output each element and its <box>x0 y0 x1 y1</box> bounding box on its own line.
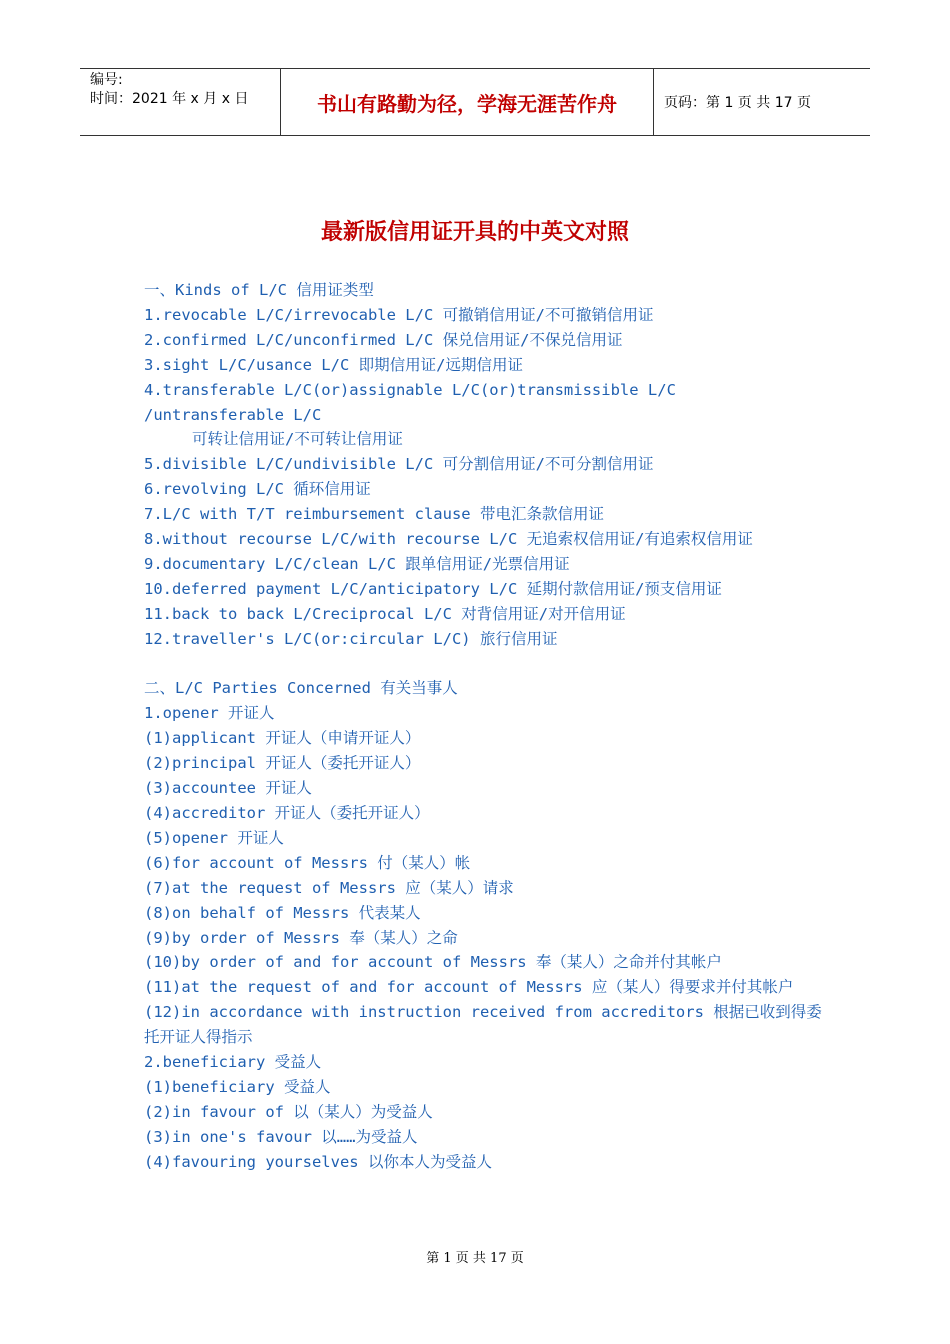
list-item: (7)at the request of Messrs 应（某人）请求 <box>144 878 514 897</box>
list-item: 5.divisible L/C/undivisible L/C 可分割信用证/不可分割信用证 <box>144 455 654 474</box>
list-item: 10.deferred payment L/C/anticipatory L/C 延期付款信用证/预支信用证 <box>144 579 722 598</box>
list-item: (4)accreditor 开证人（委托开证人） <box>144 804 430 823</box>
header-meta <box>80 69 281 135</box>
list-item: 12.traveller's L/C(or:circular L/C) 旅行信用证 <box>144 629 558 648</box>
header-motto: 书山有路勤为径，学海无涯苦作舟 <box>281 69 654 135</box>
list-item: (3)in one's favour 以……为受益人 <box>144 1127 418 1146</box>
section-heading: 二、L/C Parties Concerned 有关当事人 <box>144 679 458 698</box>
page-footer: 第 1 页 共 17 页 <box>426 1251 524 1266</box>
list-item: 8.without recourse L/C/with recourse L/C 无追索权信用证/有追索权信用证 <box>144 530 753 549</box>
list-item-continuation: /untransferable L/C <box>144 405 322 424</box>
list-item: 2.confirmed L/C/unconfirmed L/C 保兑信用证/不保兑信用证 <box>144 330 623 349</box>
section-heading: 一、Kinds of L/C 信用证类型 <box>144 281 374 299</box>
list-item: 1.revocable L/C/irrevocable L/C 可撤销信用证/不可撤销信用证 <box>144 305 654 324</box>
list-item: (1)applicant 开证人（申请开证人） <box>144 729 421 748</box>
list-item: (2)principal 开证人（委托开证人） <box>144 754 421 773</box>
list-item-translation: 可转让信用证/不可转让信用证 <box>192 430 403 449</box>
spacer <box>144 652 824 677</box>
list-item: 4.transferable L/C(or)assignable L/C(or)transmissible L/C <box>144 380 676 399</box>
list-item: (12)in accordance with instruction received from accreditors 根据已收到得委托开证人得指示 <box>144 1003 822 1047</box>
header-page-info: 页码：第 1 页 共 17 页 <box>664 95 811 111</box>
list-item: 6.revolving L/C 循环信用证 <box>144 480 371 499</box>
list-item: 7.L/C with T/T reimbursement clause 带电汇条款信用证 <box>144 505 604 524</box>
list-item: (3)accountee 开证人 <box>144 779 312 798</box>
document-number-label: 编号: <box>90 72 123 88</box>
document-header <box>80 68 870 136</box>
list-item: 9.documentary L/C/clean L/C 跟单信用证/光票信用证 <box>144 554 570 573</box>
list-item: (11)at the request of and for account of Messrs 应（某人）得要求并付其帐户 <box>144 978 794 997</box>
list-item: (6)for account of Messrs 付（某人）帐 <box>144 853 471 872</box>
document-time: 时间：2021 年 x 月 x 日 <box>90 91 249 107</box>
list-item: (10)by order of and for account of Messrs 奉（某人）之命并付其帐户 <box>144 953 722 972</box>
list-item: (4)favouring yourselves 以你本人为受益人 <box>144 1152 492 1171</box>
page-title: 最新版信用证开具的中英文对照 <box>320 220 629 245</box>
list-item: 3.sight L/C/usance L/C 即期信用证/远期信用证 <box>144 355 523 374</box>
list-item: (8)on behalf of Messrs 代表某人 <box>144 903 421 922</box>
list-item: 2.beneficiary 受益人 <box>144 1053 322 1072</box>
list-item: (1)beneficiary 受益人 <box>144 1077 331 1096</box>
document-body <box>144 278 824 1175</box>
list-item: (2)in favour of 以（某人）为受益人 <box>144 1102 433 1121</box>
list-item: (5)opener 开证人 <box>144 828 284 847</box>
list-item: (9)by order of Messrs 奉（某人）之命 <box>144 928 458 947</box>
list-item: 1.opener 开证人 <box>144 704 275 723</box>
list-item: 11.back to back L/Creciprocal L/C 对背信用证/对开信用证 <box>144 604 626 623</box>
